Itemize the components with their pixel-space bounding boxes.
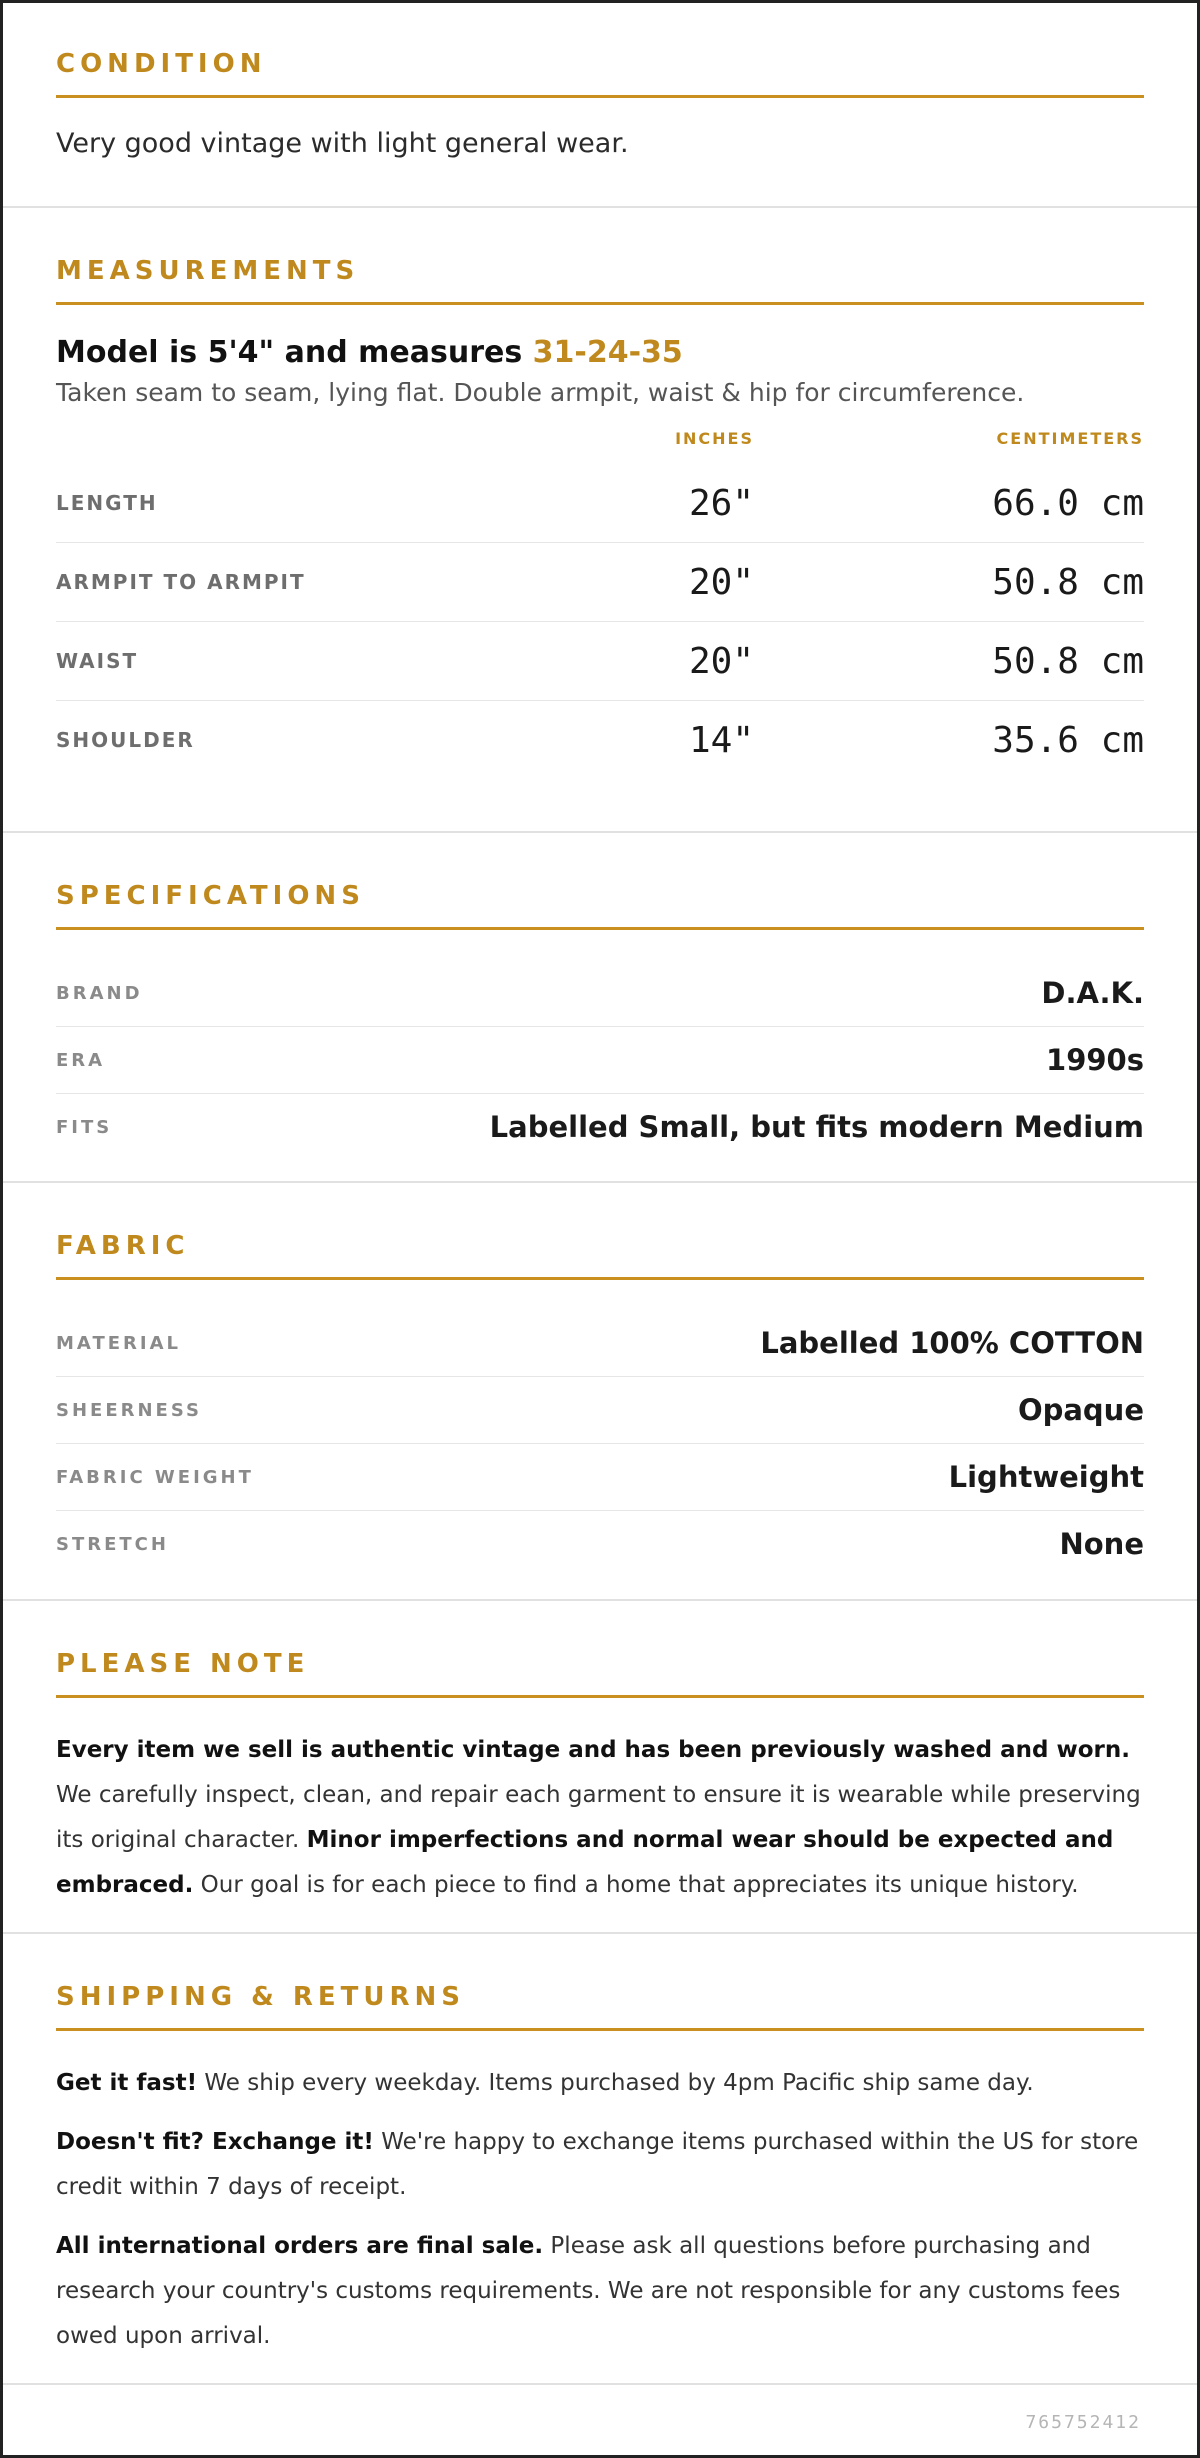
spec-row [56,960,1144,1027]
inches-header: INCHES [675,429,754,448]
measurement-label: WAIST [56,649,139,673]
fabric-value: Lightweight [948,1460,1144,1494]
spec-value: 1990s [1046,1043,1144,1077]
spec-label: BRAND [56,982,143,1004]
fabric-section [3,1183,1197,1601]
shipping-bold: Get it fast! [56,2070,198,2096]
please-note-title: PLEASE NOTE [56,1649,1144,1698]
fabric-value: Opaque [1017,1393,1144,1427]
measurement-inches: 20" [688,640,754,682]
measurement-cm: 35.6 cm [992,719,1144,761]
fabric-row [56,1377,1144,1444]
exchange-text: We're happy to exchange items purchased within the US for store credit within 7 days of receipt. [56,2129,1139,2200]
measurement-label: SHOULDER [56,728,195,752]
measurement-inches: 26" [688,482,754,524]
please-note-section [3,1601,1197,1934]
measurement-cm: 66.0 cm [992,482,1144,524]
product-id: 765752412 [1025,2412,1141,2433]
measurement-row [56,543,1144,622]
fabric-row [56,1511,1144,1577]
measurement-inches: 14" [688,719,754,761]
specifications-title: SPECIFICATIONS [56,881,1144,930]
condition-section [3,3,1197,208]
shipping-text: We ship every weekday. Items purchased by 4pm Pacific ship same day. [197,2070,1034,2096]
measurement-table-header [56,429,1144,464]
measurement-header-spacer [56,429,634,448]
fabric-row [56,1444,1144,1511]
measurement-inches: 20" [688,561,754,603]
condition-text: Very good vintage with light general wear. [56,128,629,159]
measurements-title: MEASUREMENTS [56,256,1144,305]
measurement-row [56,701,1144,779]
international-bold: All international orders are final sale. [56,2233,544,2259]
fabric-value: Labelled 100% COTTON [760,1326,1144,1360]
model-measures: 31-24-35 [532,335,683,370]
spec-value: D.A.K. [1041,976,1144,1010]
measurement-row [56,464,1144,543]
specifications-section [3,833,1197,1183]
measurement-cm: 50.8 cm [992,640,1144,682]
please-note-bold-2: Minor imperfections and normal wear should be expected and embraced. [56,1827,1114,1898]
please-note-text-1: We carefully inspect, clean, and repair each garment to ensure it is wearable while preserving its original character. [56,1782,1141,1853]
fabric-label: MATERIAL [56,1332,181,1354]
model-info [56,335,1144,370]
please-note-text [56,1728,1144,1908]
fabric-label: FABRIC WEIGHT [56,1466,254,1488]
fabric-row [56,1310,1144,1377]
shipping-title: SHIPPING & RETURNS [56,1982,1144,2031]
fabric-label: SHEERNESS [56,1399,202,1421]
international-text: Please ask all questions before purchasing and research your country's customs requirements. We are not responsible for any customs fees owed upon arrival. [56,2233,1121,2349]
measurement-cm: 50.8 cm [992,561,1144,603]
centimeters-header: CENTIMETERS [996,429,1144,448]
fabric-value: None [1059,1527,1144,1561]
please-note-text-2: Our goal is for each piece to find a home that appreciates its unique history. [193,1872,1079,1898]
fabric-title: FABRIC [56,1231,1144,1280]
fabric-label: STRETCH [56,1533,169,1555]
shipping-section [3,1934,1197,2385]
shipping-paragraph [56,2061,1144,2106]
spec-row [56,1094,1144,1160]
international-paragraph [56,2224,1144,2359]
exchange-paragraph [56,2120,1144,2210]
measurement-row [56,622,1144,701]
spec-label: FITS [56,1116,113,1138]
measurement-note: Taken seam to seam, lying flat. Double armpit, waist & hip for circumference. [56,378,1025,407]
spec-row [56,1027,1144,1094]
please-note-bold-1: Every item we sell is authentic vintage and has been previously washed and worn. [56,1737,1130,1763]
model-info-prefix: Model is 5'4" and measures [56,335,533,370]
spec-label: ERA [56,1049,106,1071]
exchange-bold: Doesn't fit? Exchange it! [56,2129,374,2155]
measurement-table [56,464,1144,779]
measurement-label: ARMPIT TO ARMPIT [56,570,306,594]
measurements-section [3,208,1197,833]
condition-title: CONDITION [56,49,1144,98]
measurement-label: LENGTH [56,491,158,515]
spec-value: Labelled Small, but fits modern Medium [489,1110,1144,1144]
